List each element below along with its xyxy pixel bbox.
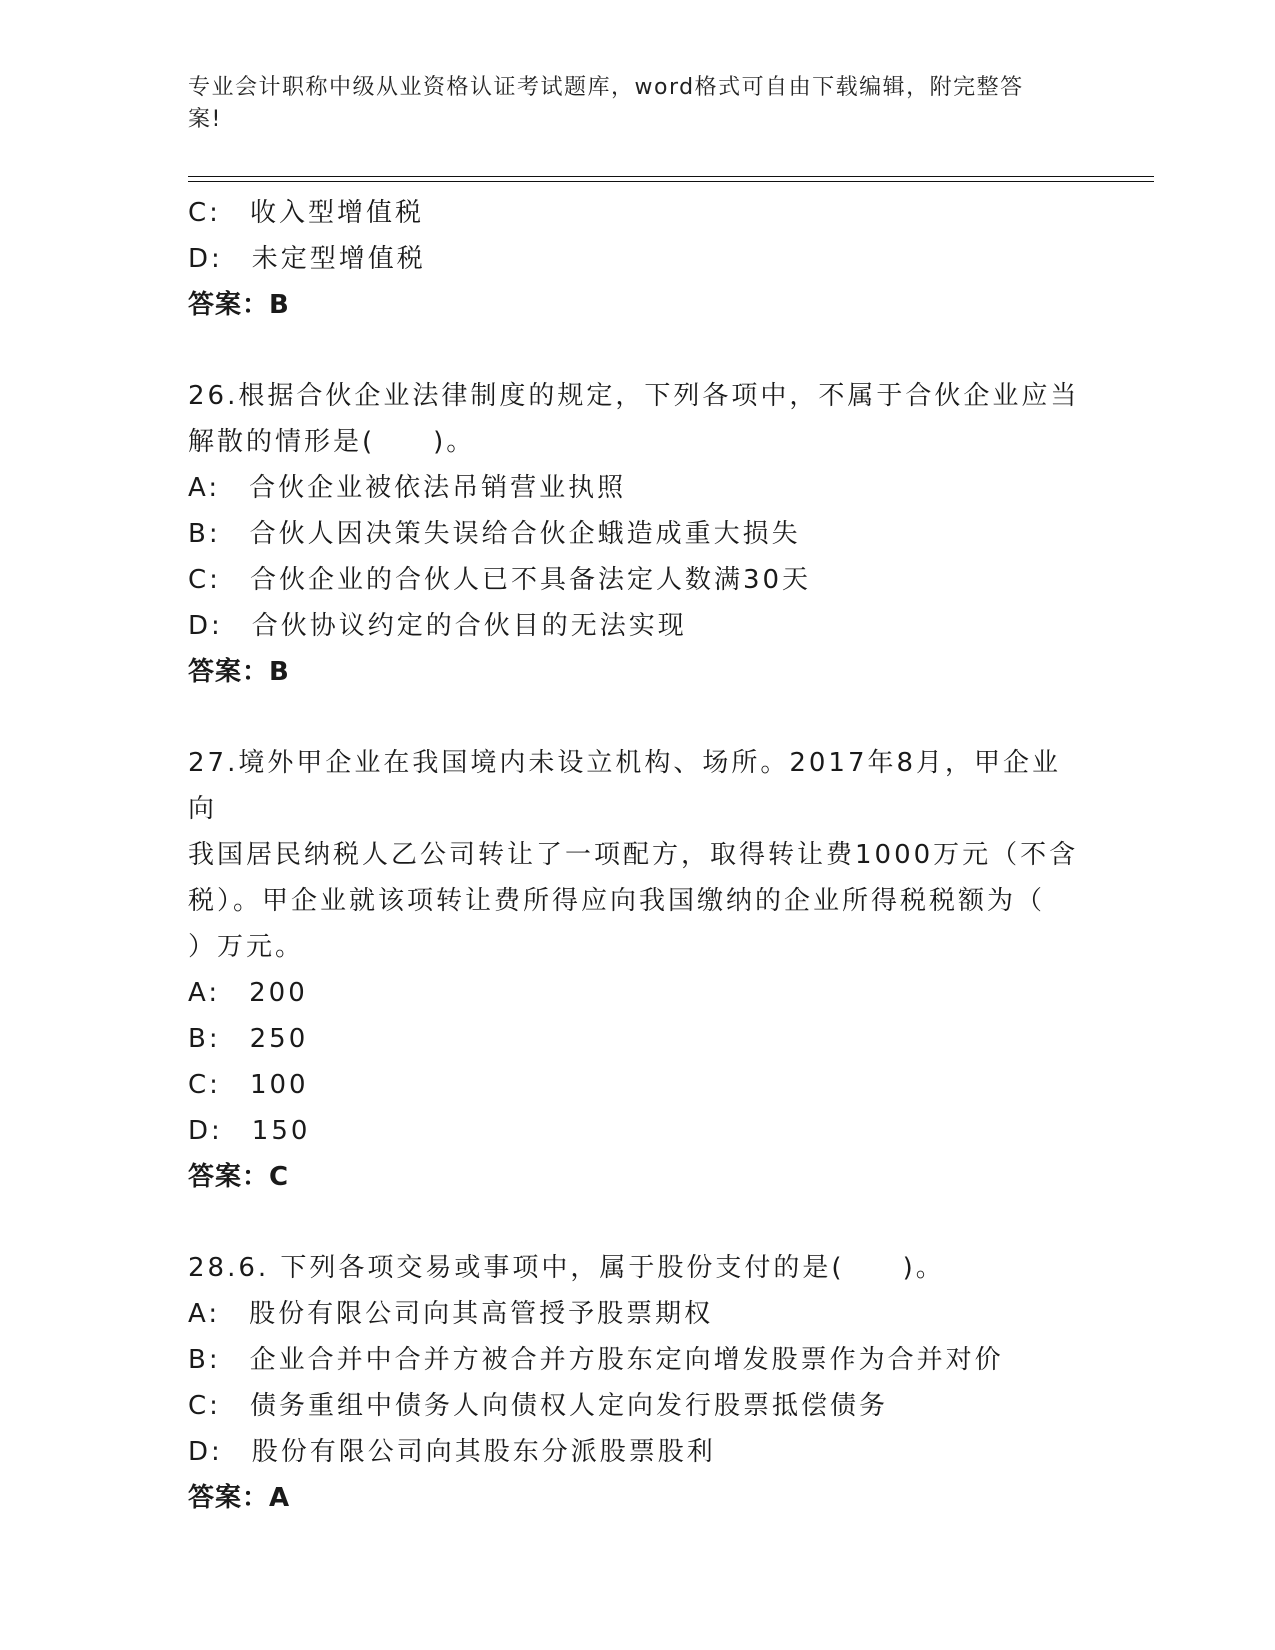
option-c [188, 557, 1088, 603]
option-letter: B: [188, 1345, 221, 1375]
question-stem-line: 28.6. 下列各项交易或事项中，属于股份支付的是( )。 [188, 1253, 945, 1283]
option-text: 200 [249, 978, 308, 1008]
option-a [188, 970, 1088, 1016]
option-a [188, 1291, 1088, 1337]
question-stem-line: 我国居民纳税人乙公司转让了一项配方，取得转让费1000万元（不含 [188, 840, 1079, 870]
answer-value: C [269, 1162, 290, 1192]
option-text: 未定型增值税 [251, 244, 426, 274]
option-letter: B: [188, 519, 221, 549]
header-note-line-1: 专业会计职称中级从业资格认证考试题库，word格式可自由下载编辑，附完整答 [188, 75, 1024, 100]
option-text: 企业合并中合并方被合并方股东定向增发股票作为合并对价 [249, 1345, 1004, 1375]
option-letter: D: [188, 244, 223, 274]
question-stem-line: ）万元。 [188, 932, 305, 962]
option-letter: C: [188, 1070, 221, 1100]
option-letter: A: [188, 1299, 221, 1329]
spacer [188, 328, 1088, 373]
option-text: 250 [249, 1024, 309, 1054]
answer-value: B [269, 290, 290, 320]
option-d [188, 236, 1088, 282]
option-text: 收入型增值税 [249, 198, 424, 228]
option-b [188, 1337, 1088, 1383]
question-content [188, 190, 1088, 1521]
option-b [188, 1016, 1088, 1062]
option-text: 150 [251, 1116, 311, 1146]
answer-line [188, 282, 1088, 328]
option-text: 合伙协议约定的合伙目的无法实现 [251, 611, 687, 641]
option-text: 100 [249, 1070, 309, 1100]
option-text: 债务重组中债务人向债权人定向发行股票抵偿债务 [249, 1391, 888, 1421]
question-25-tail [188, 190, 1088, 328]
option-b [188, 511, 1088, 557]
header-divider-bottom [188, 181, 1154, 182]
answer-line [188, 649, 1088, 695]
option-text: 合伙企业被依法吊销营业执照 [249, 473, 627, 503]
answer-line [188, 1154, 1088, 1200]
question-stem-line: 解散的情形是( )。 [188, 427, 476, 457]
option-letter: C: [188, 198, 221, 228]
question-stem-line: 27.境外甲企业在我国境内未设立机构、场所。2017年8月，甲企业向 [188, 748, 1062, 824]
question-26 [188, 373, 1088, 695]
option-letter: C: [188, 1391, 221, 1421]
option-text: 股份有限公司向其高管授予股票期权 [249, 1299, 714, 1329]
option-letter: B: [188, 1024, 221, 1054]
option-d [188, 603, 1088, 649]
question-stem-line: 26.根据合伙企业法律制度的规定，下列各项中，不属于合伙企业应当 [188, 381, 1080, 411]
option-c [188, 1062, 1088, 1108]
option-letter: A: [188, 473, 221, 503]
answer-value: A [269, 1483, 291, 1513]
option-letter: D: [188, 611, 223, 641]
header-divider-top [188, 176, 1154, 177]
option-a [188, 465, 1088, 511]
option-c [188, 190, 1088, 236]
answer-label: 答案： [188, 290, 270, 320]
option-letter: C: [188, 565, 221, 595]
answer-label: 答案： [188, 657, 270, 687]
header-note [188, 72, 1068, 136]
question-stem-line: 税）。甲企业就该项转让费所得应向我国缴纳的企业所得税税额为（ [188, 886, 1046, 916]
option-d [188, 1108, 1088, 1154]
answer-label: 答案： [188, 1483, 270, 1513]
header-note-line-2: 案! [188, 107, 222, 132]
option-text: 合伙企业的合伙人已不具备法定人数满30天 [249, 565, 812, 595]
option-c [188, 1383, 1088, 1429]
spacer [188, 1200, 1088, 1245]
answer-label: 答案： [188, 1162, 270, 1192]
option-text: 合伙人因决策失误给合伙企蛾造成重大损失 [249, 519, 801, 549]
answer-line [188, 1475, 1088, 1521]
option-letter: D: [188, 1116, 223, 1146]
answer-value: B [269, 657, 290, 687]
question-27 [188, 740, 1088, 1200]
question-28 [188, 1245, 1088, 1521]
spacer [188, 695, 1088, 740]
option-text: 股份有限公司向其股东分派股票股利 [251, 1437, 716, 1467]
option-letter: A: [188, 978, 221, 1008]
option-d [188, 1429, 1088, 1475]
option-letter: D: [188, 1437, 223, 1467]
